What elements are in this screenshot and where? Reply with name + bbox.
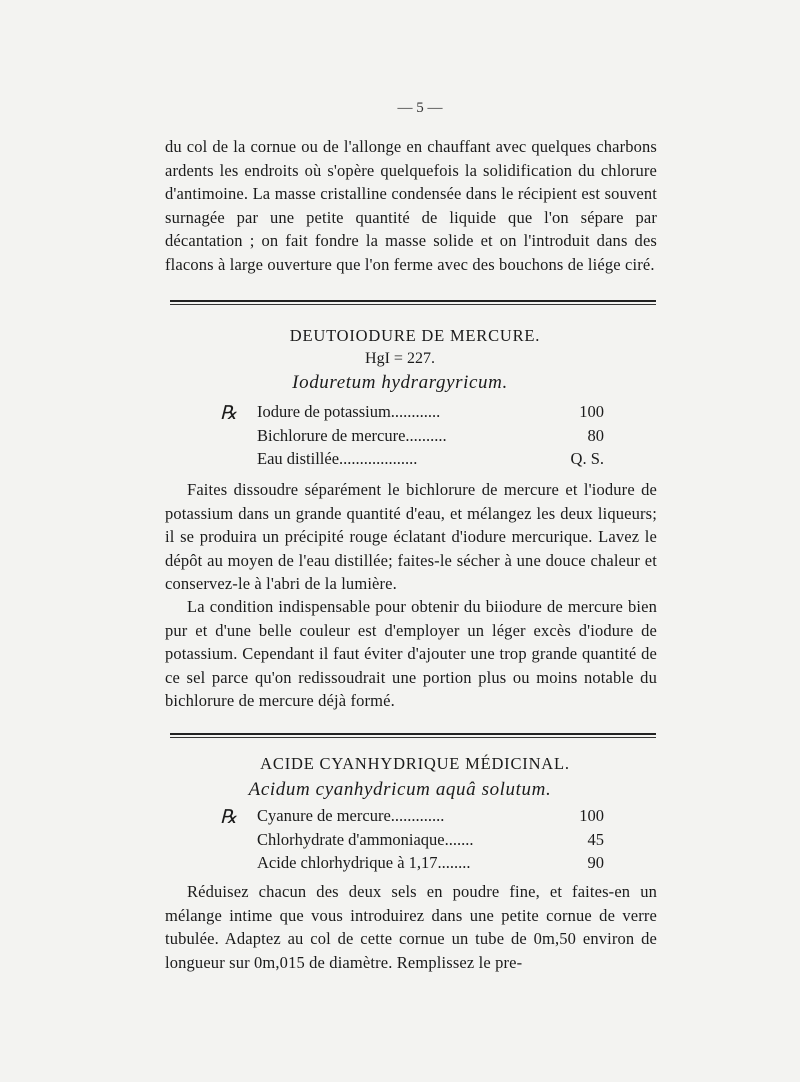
ingredient-quantity: 100 bbox=[579, 806, 604, 825]
section-divider bbox=[170, 733, 656, 738]
ingredient-name: Bichlorure de mercure.......... bbox=[257, 425, 447, 445]
ingredient-quantity: 45 bbox=[587, 829, 604, 849]
recipe-row bbox=[220, 449, 610, 473]
ingredient-name: Acide chlorhydrique à 1,17........ bbox=[257, 853, 471, 873]
section-title: ACIDE CYANHYDRIQUE MÉDICINAL. bbox=[260, 754, 570, 773]
recipe-row bbox=[220, 853, 610, 877]
ingredient-quantity: 90 bbox=[587, 853, 604, 873]
recipe-symbol-icon: ℞ bbox=[220, 807, 238, 828]
paragraph-text: Faites dissoudre séparément le bichlorure de mercure et l'iodure de potassium dans un grande quantité d'eau, et mélangez les deux liqueurs; il se produira un précipité rouge éclatant d'iodure mercurique. Lavez le dépôt au moyen de l'eau distillée; faites-le sécher à une douce chaleur et conservez-le à l'abri de la lumière. bbox=[165, 480, 657, 594]
ingredient-quantity: Q. S. bbox=[570, 449, 604, 469]
recipe-symbol-icon: ℞ bbox=[220, 403, 238, 424]
recipe-row bbox=[220, 426, 610, 450]
paragraph-text: Réduisez chacun des deux sels en poudre fine, et faites-en un mélange intime que vous introduirez dans une petite cornue de verre tubulée. Adaptez au col de cette cornue un tube de 0m,50 environ de longueur sur 0m,015 de diamètre. Remplissez le pre- bbox=[165, 882, 657, 972]
recipe-row bbox=[220, 830, 610, 854]
latin-name: Acidum cyanhydricum aquâ solutum. bbox=[248, 779, 552, 800]
section-divider bbox=[170, 300, 656, 305]
body-paragraph bbox=[165, 880, 657, 974]
page-number: — 5 — bbox=[397, 100, 443, 116]
body-paragraph bbox=[165, 595, 657, 713]
chemical-formula: HgI = 227. bbox=[365, 350, 435, 367]
ingredient-name: Eau distillée................... bbox=[257, 449, 418, 469]
ingredient-name: Cyanure de mercure............. bbox=[257, 806, 445, 825]
recipe-row bbox=[220, 806, 610, 830]
ingredient-name: Iodure de potassium............ bbox=[257, 402, 441, 421]
recipe-list bbox=[220, 806, 610, 877]
ingredient-name: Chlorhydrate d'ammoniaque....... bbox=[257, 829, 474, 849]
latin-name: Ioduretum hydrargyricum. bbox=[292, 372, 508, 393]
recipe-row bbox=[220, 402, 610, 426]
ingredient-quantity: 80 bbox=[587, 425, 604, 445]
intro-paragraph: du col de la cornue ou de l'allonge en chauffant avec quelques charbons ardents les endroits où s'opère quelquefois la solidification du chlorure d'antimoine. La masse cristalline condensée dans le récipient est souvent surnagée par une petite quantité de liquide que l'on sépare par décantation ; on fait fondre la masse solide et on l'introduit dans des flacons à large ouverture que l'on ferme avec des bouchons de liége ciré. bbox=[165, 137, 657, 274]
paragraph-text: La condition indispensable pour obtenir du biiodure de mercure bien pur et d'une belle couleur est d'employer un léger excès d'iodure de potassium. Cependant il faut éviter d'ajouter une trop grande quantité de ce sel parce qu'on redissoudrait une portion plus ou moins notable du bichlorure de mercure déjà formé. bbox=[165, 597, 657, 711]
recipe-list bbox=[220, 402, 610, 473]
section-title: DEUTOIODURE DE MERCURE. bbox=[289, 326, 541, 345]
ingredient-quantity: 100 bbox=[579, 402, 604, 421]
body-paragraph bbox=[165, 478, 657, 596]
